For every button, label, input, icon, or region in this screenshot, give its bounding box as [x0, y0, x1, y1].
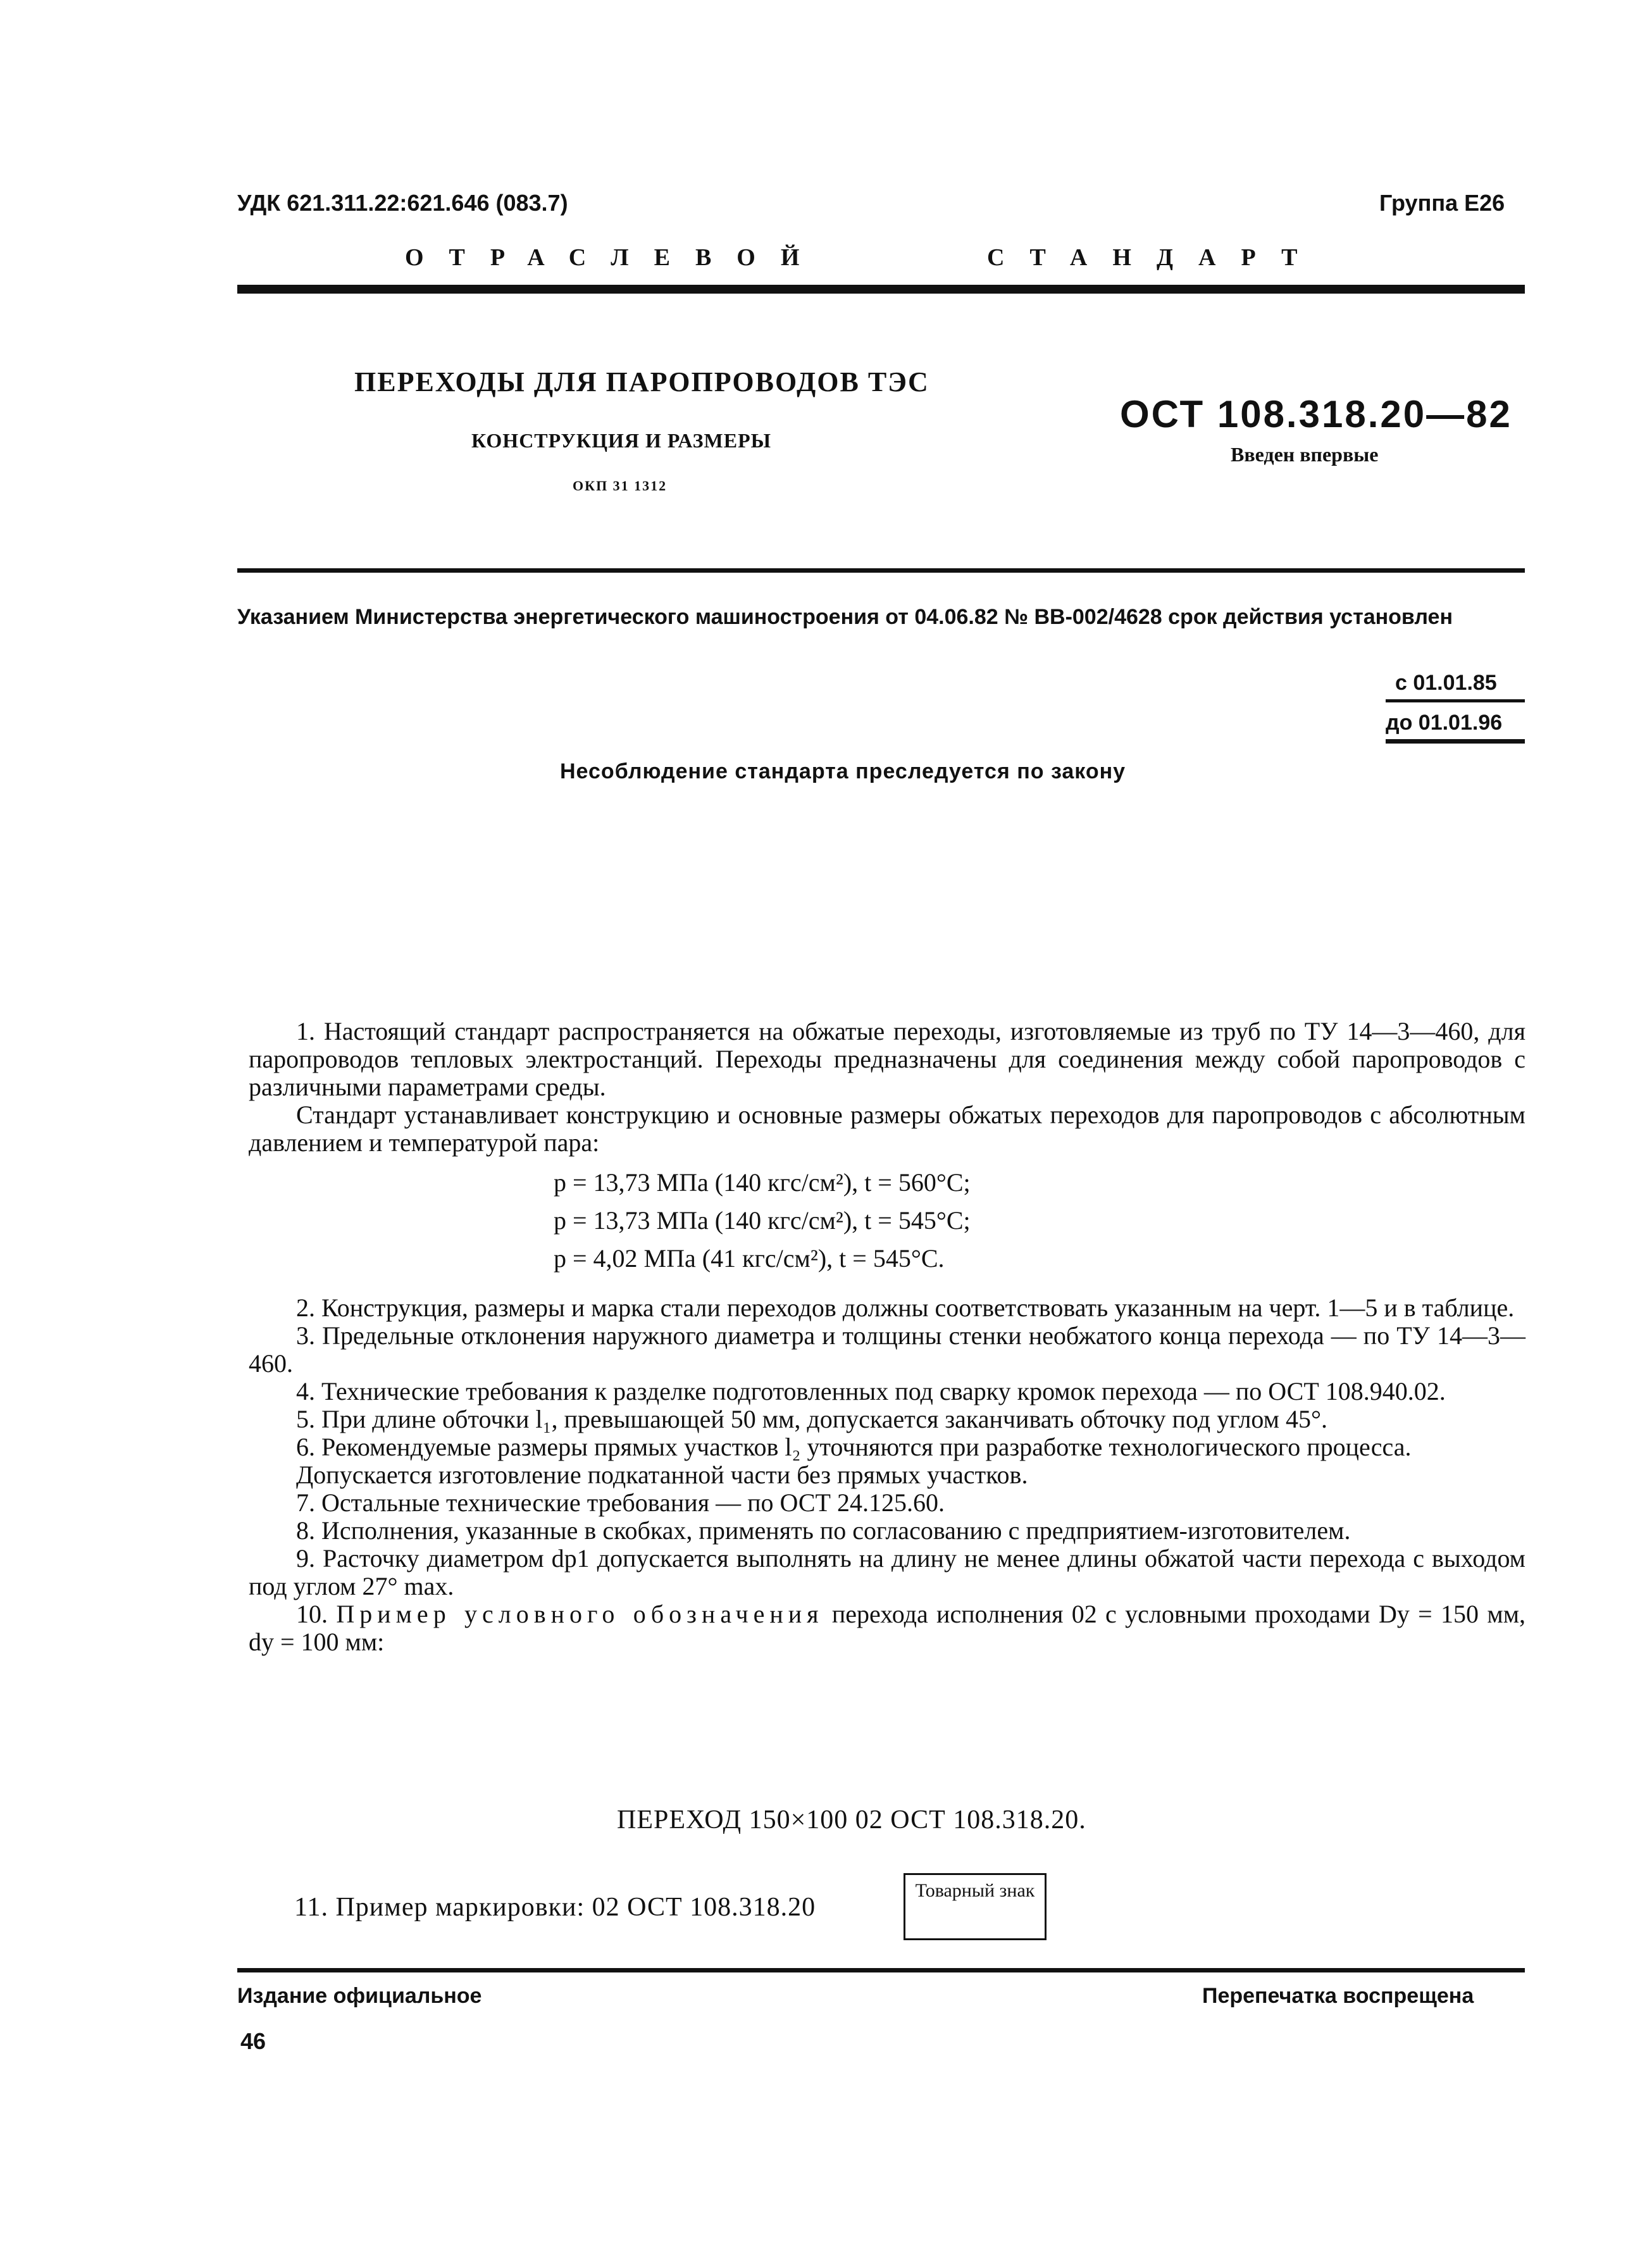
- paragraph-10-rest: перехода исполнения 02 с условными проходами Dу = 150 мм, dу = 100 мм:: [249, 1600, 1526, 1656]
- standard-type-word1: ОТРАСЛЕВОЙ: [405, 244, 825, 271]
- paragraph-2: 2. Конструкция, размеры и марка стали переходов должны соответствовать указанным на черт. 1—5 и в таблице.: [296, 1293, 1515, 1322]
- standard-designation: ОСТ 108.318.20—82: [1120, 393, 1512, 435]
- header-thick-rule: [237, 285, 1525, 294]
- group-code: Группа Е26: [1379, 190, 1505, 216]
- body-section-2: [249, 1294, 1525, 1656]
- document-title: ПЕРЕХОДЫ ДЛЯ ПАРОПРОВОДОВ ТЭС: [354, 366, 929, 397]
- introduced-note: Введен впервые: [1231, 443, 1379, 466]
- okp-code: ОКП 31 1312: [573, 478, 668, 494]
- paragraph-5: 5. При длине обточки l₁, превышающей 50 мм, допускается заканчивать обточку под углом 45°.: [296, 1405, 1327, 1433]
- formula-1: p = 13,73 МПа (140 кгс/см²), t = 560°С;: [554, 1168, 971, 1197]
- validity-date-to: до 01.01.96: [1386, 711, 1503, 735]
- paragraph-4: 4. Технические требования к разделке подготовленных под сварку кромок перехода — по ОСТ 108.940.02.: [296, 1377, 1446, 1405]
- edition-note: Издание официальное: [237, 1984, 482, 2008]
- marking-example: 11. Пример маркировки: 02 ОСТ 108.318.20: [294, 1893, 816, 1922]
- reprint-note: Перепечатка воспрещена: [1202, 1984, 1474, 2008]
- document-subtitle: КОНСТРУКЦИЯ И РАЗМЕРЫ: [471, 429, 772, 452]
- page-number: 46: [240, 2028, 266, 2054]
- legal-warning: Несоблюдение стандарта преследуется по закону: [560, 759, 1126, 783]
- validity-date-from: с 01.01.85: [1395, 671, 1497, 695]
- footer-rule: [237, 1968, 1525, 1972]
- paragraph-3: 3. Предельные отклонения наружного диаметра и толщины стенки необжатого конца перехода — по ТУ 14—3—460.: [249, 1321, 1525, 1378]
- paragraph-10-spaced-phrase: Пример условного обозначения: [336, 1600, 824, 1628]
- paragraph-8: 8. Исполнения, указанные в скобках, применять по согласованию с предприятием-изготовителем.: [296, 1516, 1351, 1545]
- trademark-box: [904, 1873, 1047, 1940]
- formula-2: p = 13,73 МПа (140 кгс/см²), t = 545°С;: [554, 1206, 971, 1235]
- body-section-1: [249, 1018, 1525, 1157]
- date-to-underline: [1386, 739, 1525, 744]
- paragraph-6: 6. Рекомендуемые размеры прямых участков l₂ уточняются при разработке технологического процесса.: [296, 1433, 1412, 1461]
- paragraph-6b: Допускается изготовление подкатанной части без прямых участков.: [296, 1461, 1028, 1489]
- formula-3: p = 4,02 МПа (41 кгс/см²), t = 545°С.: [554, 1244, 945, 1273]
- paragraph-10: [249, 1600, 1525, 1656]
- trademark-label: Товарный знак: [915, 1880, 1035, 1901]
- date-from-underline: [1386, 699, 1525, 702]
- designation-example: ПЕРЕХОД 150×100 02 ОСТ 108.318.20.: [617, 1805, 1086, 1835]
- validity-order-text: Указанием Министерства энергетического машиностроения от 04.06.82 № ВВ-002/4628 срок действия установлен: [237, 605, 1453, 629]
- title-bottom-rule: [237, 568, 1525, 573]
- paragraph-1: 1. Настоящий стандарт распространяется на обжатые переходы, изготовляемые из труб по ТУ 14—3—460, для паропроводов тепловых электростанций. Переходы предназначены для соединения между собой паропроводов с различными параметрами среды.: [249, 1017, 1525, 1101]
- paragraph-9: 9. Расточку диаметром dр1 допускается выполнять на длину не менее длины обжатой части перехода с выходом под углом 27° max.: [249, 1544, 1525, 1600]
- paragraph-7: 7. Остальные технические требования — по ОСТ 24.125.60.: [296, 1488, 945, 1517]
- paragraph-10-number: 10.: [296, 1600, 328, 1628]
- paragraph-1b: Стандарт устанавливает конструкцию и основные размеры обжатых переходов для паропроводов с абсолютным давлением и температурой пара:: [249, 1100, 1525, 1157]
- standard-type-word2: СТАНДАРТ: [987, 244, 1323, 271]
- udk-code: УДК 621.311.22:621.646 (083.7): [237, 190, 568, 216]
